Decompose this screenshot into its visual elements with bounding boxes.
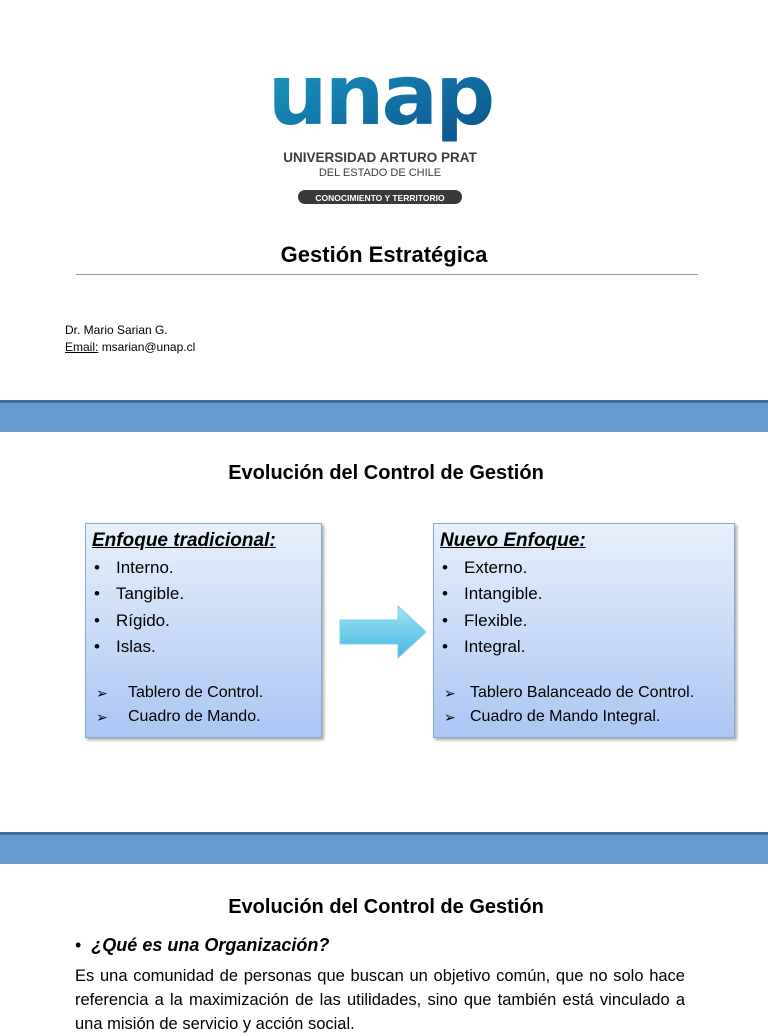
presentation-title: Gestión Estratégica [280, 242, 488, 267]
list-item: • Externo. [440, 555, 734, 582]
bullet-icon: • [75, 935, 92, 955]
list-item: • Intangible. [440, 581, 734, 608]
arrow-bullet-icon: ➢ [96, 684, 108, 701]
title-divider [76, 274, 698, 275]
logo-university-name: UNIVERSIDAD ARTURO PRAT [283, 150, 477, 165]
list-item: • Tangible. [92, 581, 321, 608]
list-item: ➢ Tablero Balanceado de Control. [440, 681, 734, 706]
logo-tagline: CONOCIMIENTO Y TERRITORIO [315, 193, 445, 203]
approach-list [92, 555, 321, 661]
bullet-icon: • [442, 557, 448, 577]
logo-subtitle: DEL ESTADO DE CHILE [318, 167, 442, 179]
slide-title: Evolución del Control de Gestión [228, 462, 544, 484]
logo-wordmark: unap [267, 62, 493, 144]
right-arrow-icon [338, 604, 428, 660]
unap-logo [262, 62, 498, 208]
bullet-icon: • [94, 584, 100, 603]
arrow-bullet-icon: ➢ [444, 709, 456, 725]
approach-list [440, 555, 734, 661]
definition-paragraph: Es una comunidad de personas que buscan un objetivo común, que no solo hace referencia a la maximización de las utilidades, sino que también está vinculado a una misión de servicio y acción social. [75, 967, 685, 1033]
tools-list [92, 681, 321, 730]
slide-separator-band [0, 400, 768, 432]
arrow-bullet-icon: ➢ [96, 709, 108, 725]
list-item: • Flexible. [440, 608, 734, 635]
bullet-icon: • [94, 637, 100, 656]
new-approach-box [433, 523, 735, 738]
list-item: • Islas. [92, 634, 321, 661]
question-line [75, 935, 329, 956]
arrow-bullet-icon: ➢ [444, 684, 456, 701]
list-item: • Integral. [440, 634, 734, 661]
author-email-line [65, 339, 195, 356]
slide-title: Evolución del Control de Gestión [228, 896, 544, 918]
author-block [65, 322, 195, 356]
tools-list [440, 681, 734, 730]
list-item: ➢ Cuadro de Mando Integral. [440, 705, 734, 730]
list-item: ➢ Cuadro de Mando. [92, 705, 321, 730]
bullet-icon: • [442, 584, 448, 603]
traditional-approach-box [85, 523, 322, 738]
box-heading: Enfoque tradicional: [92, 530, 276, 551]
question-text: ¿Qué es una Organización? [91, 935, 330, 955]
slide-separator-band [0, 832, 768, 864]
bullet-icon: • [442, 610, 448, 630]
email-address[interactable]: msarian@unap.cl [101, 340, 196, 354]
list-item: • Rígido. [92, 608, 321, 635]
list-item: ➢ Tablero de Control. [92, 681, 321, 706]
box-heading: Nuevo Enfoque: [440, 530, 586, 551]
email-label: Email: [65, 340, 99, 354]
list-item: • Interno. [92, 555, 321, 582]
bullet-icon: • [94, 557, 100, 577]
bullet-icon: • [94, 610, 100, 630]
bullet-icon: • [442, 637, 448, 656]
author-name: Dr. Mario Sarian G. [65, 323, 168, 337]
